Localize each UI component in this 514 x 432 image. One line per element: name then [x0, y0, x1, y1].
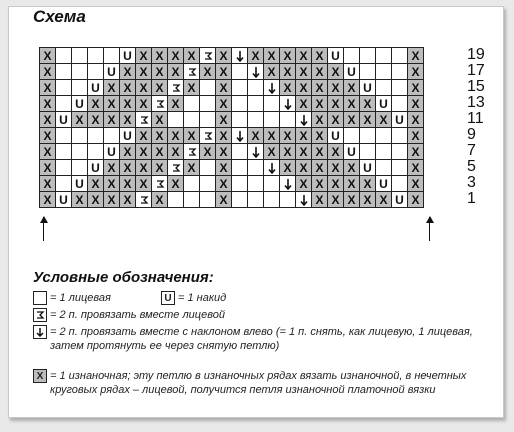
knit-cell	[360, 128, 376, 144]
knit-cell	[200, 96, 216, 112]
purl-cell: X	[408, 176, 424, 192]
purl-cell: X	[40, 160, 56, 176]
purl-cell: X	[104, 192, 120, 208]
purl-cell: X	[328, 176, 344, 192]
purl-cell: X	[216, 64, 232, 80]
yarn-over-symbol: U	[161, 291, 175, 305]
purl-cell: X	[264, 128, 280, 144]
knit-cell	[104, 128, 120, 144]
purl-cell: X	[168, 48, 184, 64]
k2tog-cell	[200, 48, 216, 64]
purl-cell: X	[152, 128, 168, 144]
knit-cell	[184, 192, 200, 208]
knit-cell	[392, 96, 408, 112]
yarn-over-cell: U	[328, 48, 344, 64]
knit-cell	[264, 112, 280, 128]
knit-cell	[200, 112, 216, 128]
purl-cell: X	[344, 112, 360, 128]
purl-cell: X	[136, 176, 152, 192]
yarn-over-cell: U	[72, 96, 88, 112]
yarn-over-cell: U	[376, 96, 392, 112]
purl-cell: X	[328, 112, 344, 128]
purl-cell: X	[168, 96, 184, 112]
purl-cell: X	[40, 48, 56, 64]
purl-cell: X	[312, 144, 328, 160]
knitting-chart-grid	[39, 47, 424, 208]
knit-cell	[56, 64, 72, 80]
purl-cell: X	[152, 112, 168, 128]
purl-cell: X	[168, 64, 184, 80]
knit-cell	[56, 48, 72, 64]
purl-cell: X	[312, 192, 328, 208]
purl-cell: X	[120, 112, 136, 128]
knit-cell	[392, 144, 408, 160]
purl-cell: X	[312, 48, 328, 64]
knit-cell	[184, 176, 200, 192]
purl-cell: X	[296, 80, 312, 96]
k2tog-left-cell	[296, 112, 312, 128]
purl-cell: X	[136, 96, 152, 112]
knit-cell	[56, 144, 72, 160]
purl-cell: X	[216, 128, 232, 144]
knit-cell	[184, 96, 200, 112]
purl-cell: X	[216, 80, 232, 96]
knit-cell	[264, 192, 280, 208]
row-number: 9	[467, 126, 476, 143]
purl-cell: X	[184, 48, 200, 64]
k2tog-cell	[152, 96, 168, 112]
purl-cell: X	[200, 64, 216, 80]
purl-cell: X	[280, 128, 296, 144]
knit-cell	[72, 80, 88, 96]
knit-cell	[72, 128, 88, 144]
purl-cell: X	[280, 160, 296, 176]
purl-cell: X	[168, 176, 184, 192]
k2tog-left-cell	[280, 176, 296, 192]
purl-cell: X	[104, 112, 120, 128]
yarn-over-cell: U	[328, 128, 344, 144]
row-number: 5	[467, 158, 476, 175]
legend-k2tog-left: = 2 п. провязать вместе с наклоном влево (= 1 п. снять, как лицевую, 1 лицевая, затем протянуть ее через снятую петлю)	[33, 325, 493, 353]
purl-cell: X	[136, 160, 152, 176]
knit-cell	[168, 192, 184, 208]
yarn-over-cell: U	[376, 176, 392, 192]
purl-cell: X	[296, 176, 312, 192]
yarn-over-cell: U	[120, 48, 136, 64]
purl-cell: X	[248, 48, 264, 64]
purl-cell: X	[168, 128, 184, 144]
k2tog-left-cell	[248, 144, 264, 160]
knit-cell	[72, 160, 88, 176]
yarn-over-cell: U	[360, 160, 376, 176]
purl-cell: X	[136, 64, 152, 80]
knit-cell	[232, 64, 248, 80]
row-number: 15	[467, 78, 485, 95]
purl-cell: X	[152, 144, 168, 160]
purl-cell: X	[376, 192, 392, 208]
knit-cell	[360, 144, 376, 160]
purl-cell: X	[40, 64, 56, 80]
knit-cell	[360, 64, 376, 80]
yarn-over-cell: U	[392, 192, 408, 208]
purl-cell: X	[344, 80, 360, 96]
purl-cell: X	[408, 64, 424, 80]
yarn-over-cell: U	[104, 64, 120, 80]
knit-cell	[376, 48, 392, 64]
k2tog-left-cell	[232, 48, 248, 64]
knit-cell	[200, 192, 216, 208]
purl-cell: X	[40, 144, 56, 160]
yarn-over-cell: U	[120, 128, 136, 144]
k2tog-left-cell	[296, 192, 312, 208]
knit-cell	[344, 48, 360, 64]
purl-cell: X	[328, 80, 344, 96]
knit-cell	[248, 80, 264, 96]
row-number: 7	[467, 142, 476, 159]
knit-cell	[232, 112, 248, 128]
purl-cell: X	[184, 80, 200, 96]
legend-k2tog: = 2 п. провязать вместе лицевой	[33, 308, 225, 322]
purl-cell: X	[408, 96, 424, 112]
purl-cell: X	[40, 80, 56, 96]
purl-cell: X	[328, 192, 344, 208]
k2tog-cell	[184, 64, 200, 80]
purl-cell: X	[216, 176, 232, 192]
knit-cell	[200, 160, 216, 176]
knit-cell	[392, 80, 408, 96]
purl-cell: X	[168, 144, 184, 160]
row-number: 11	[467, 110, 484, 127]
purl-cell: X	[120, 160, 136, 176]
knit-cell	[72, 64, 88, 80]
yarn-over-cell: U	[360, 80, 376, 96]
purl-cell: X	[136, 80, 152, 96]
knit-cell	[392, 160, 408, 176]
knit-cell	[264, 176, 280, 192]
purl-cell: X	[344, 192, 360, 208]
purl-cell: X	[360, 112, 376, 128]
purl-cell: X	[280, 80, 296, 96]
k2tog-left-cell	[248, 64, 264, 80]
knit-cell	[232, 160, 248, 176]
purl-cell: X	[408, 48, 424, 64]
purl-cell: X	[72, 112, 88, 128]
knit-cell	[248, 160, 264, 176]
yarn-over-cell: U	[104, 144, 120, 160]
purl-cell: X	[152, 48, 168, 64]
purl-cell: X	[344, 176, 360, 192]
knit-cell	[72, 144, 88, 160]
yarn-over-cell: U	[56, 192, 72, 208]
purl-cell: X	[344, 160, 360, 176]
knit-cell	[56, 128, 72, 144]
purl-cell: X	[328, 64, 344, 80]
k2tog-cell	[152, 176, 168, 192]
purl-cell: X	[408, 80, 424, 96]
purl-cell: X	[216, 160, 232, 176]
purl-cell: X	[152, 160, 168, 176]
purl-cell: X	[280, 64, 296, 80]
purl-cell: X	[312, 176, 328, 192]
purl-cell: X	[248, 128, 264, 144]
purl-cell: X	[312, 80, 328, 96]
purl-cell: X	[296, 144, 312, 160]
knit-cell	[56, 80, 72, 96]
legend-purl: X = 1 изнаночная; эту петлю в изнаночных рядах вязать изнаночной, в нечетных круговых рядах – лицевой, получится петля изнаночной платочной вязки	[33, 369, 493, 397]
yarn-over-cell: U	[344, 144, 360, 160]
purl-cell: X	[312, 112, 328, 128]
row-number: 13	[467, 94, 485, 111]
purl-cell: X	[120, 64, 136, 80]
purl-cell: X	[296, 96, 312, 112]
purl-cell: X	[200, 144, 216, 160]
legend-yarn-over: U = 1 накид	[161, 291, 226, 305]
knit-cell	[376, 64, 392, 80]
purl-cell: X	[408, 128, 424, 144]
knit-cell	[88, 128, 104, 144]
purl-cell: X	[104, 176, 120, 192]
knit-cell	[232, 144, 248, 160]
purl-cell: X	[104, 80, 120, 96]
purl-cell: X	[328, 144, 344, 160]
knit-cell	[88, 48, 104, 64]
purl-cell: X	[408, 160, 424, 176]
purl-cell: X	[136, 128, 152, 144]
knit-cell	[168, 112, 184, 128]
purl-cell: X	[360, 176, 376, 192]
pattern-start-marker	[43, 217, 44, 241]
knit-cell	[248, 112, 264, 128]
knit-cell	[392, 48, 408, 64]
purl-cell: X	[152, 80, 168, 96]
k2tog-cell	[136, 112, 152, 128]
purl-cell: X	[216, 192, 232, 208]
knit-cell	[280, 192, 296, 208]
purl-cell: X	[216, 112, 232, 128]
yarn-over-cell: U	[56, 112, 72, 128]
purl-cell: X	[264, 144, 280, 160]
k2tog-left-cell	[232, 128, 248, 144]
purl-cell: X	[408, 112, 424, 128]
purl-cell: X	[152, 192, 168, 208]
purl-cell: X	[360, 96, 376, 112]
legend-title: Условные обозначения:	[33, 269, 214, 286]
yarn-over-cell: U	[88, 80, 104, 96]
row-number: 19	[467, 46, 485, 63]
knit-cell	[56, 160, 72, 176]
k2tog-cell	[136, 192, 152, 208]
knit-cell	[104, 48, 120, 64]
down-arrow-icon	[33, 325, 47, 339]
purl-cell: X	[120, 80, 136, 96]
knit-cell	[376, 160, 392, 176]
knit-cell	[56, 176, 72, 192]
knit-cell	[280, 112, 296, 128]
knit-cell	[248, 192, 264, 208]
purl-cell: X	[120, 192, 136, 208]
purl-cell: X	[104, 160, 120, 176]
purl-cell: X	[264, 64, 280, 80]
knit-cell	[88, 144, 104, 160]
k2tog-cell	[168, 160, 184, 176]
knit-cell	[392, 64, 408, 80]
knit-cell	[360, 48, 376, 64]
knit-cell	[232, 96, 248, 112]
purl-cell: X	[312, 96, 328, 112]
row-number: 3	[467, 174, 476, 191]
purl-cell: X	[312, 128, 328, 144]
purl-cell: X	[40, 176, 56, 192]
knit-cell	[376, 144, 392, 160]
k2tog-left-cell	[280, 96, 296, 112]
purl-cell: X	[344, 96, 360, 112]
knit-cell	[88, 64, 104, 80]
purl-cell: X	[136, 48, 152, 64]
knit-cell	[392, 128, 408, 144]
knit-cell	[232, 80, 248, 96]
knit-cell	[376, 128, 392, 144]
k2tog-left-cell	[264, 160, 280, 176]
purl-cell: X	[216, 48, 232, 64]
purl-cell: X	[296, 128, 312, 144]
purl-cell: X	[328, 96, 344, 112]
k2tog-icon	[33, 308, 47, 322]
purl-cell: X	[376, 112, 392, 128]
purl-cell: X	[152, 64, 168, 80]
purl-cell: X	[88, 96, 104, 112]
purl-cell: X	[296, 160, 312, 176]
knit-symbol	[33, 291, 47, 305]
row-number: 1	[467, 190, 476, 207]
purl-cell: X	[184, 128, 200, 144]
purl-cell: X	[120, 176, 136, 192]
purl-cell: X	[88, 192, 104, 208]
purl-cell: X	[216, 144, 232, 160]
purl-cell: X	[40, 128, 56, 144]
purl-cell: X	[312, 160, 328, 176]
knit-cell	[264, 96, 280, 112]
knit-cell	[72, 48, 88, 64]
purl-cell: X	[120, 96, 136, 112]
knit-cell	[232, 192, 248, 208]
row-number: 17	[467, 62, 485, 79]
knit-cell	[184, 112, 200, 128]
purl-cell: X	[88, 176, 104, 192]
purl-cell: X	[88, 112, 104, 128]
purl-cell: X	[280, 48, 296, 64]
purl-cell: X	[408, 192, 424, 208]
purl-cell: X	[72, 192, 88, 208]
yarn-over-cell: U	[344, 64, 360, 80]
knit-cell	[248, 176, 264, 192]
purl-cell: X	[408, 144, 424, 160]
chart-title: Схема	[33, 7, 86, 26]
knit-cell	[248, 96, 264, 112]
purl-cell: X	[40, 112, 56, 128]
legend-knit: = 1 лицевая	[33, 291, 111, 305]
purl-cell: X	[296, 64, 312, 80]
purl-cell: X	[264, 48, 280, 64]
k2tog-cell	[184, 144, 200, 160]
k2tog-cell	[168, 80, 184, 96]
yarn-over-cell: U	[72, 176, 88, 192]
knit-cell	[344, 128, 360, 144]
purl-cell: X	[40, 192, 56, 208]
purl-cell: X	[360, 192, 376, 208]
chart-card	[8, 6, 504, 418]
knit-cell	[200, 176, 216, 192]
knit-cell	[232, 176, 248, 192]
purl-cell: X	[184, 160, 200, 176]
purl-cell: X	[328, 160, 344, 176]
purl-cell: X	[216, 96, 232, 112]
pattern-end-marker	[429, 217, 430, 241]
yarn-over-cell: U	[88, 160, 104, 176]
yarn-over-cell: U	[392, 112, 408, 128]
purl-cell: X	[120, 144, 136, 160]
knit-cell	[376, 80, 392, 96]
purl-cell: X	[40, 96, 56, 112]
knit-cell	[200, 80, 216, 96]
purl-cell: X	[280, 144, 296, 160]
purl-symbol: X	[33, 369, 47, 383]
purl-cell: X	[136, 144, 152, 160]
k2tog-cell	[200, 128, 216, 144]
knit-cell	[56, 96, 72, 112]
purl-cell: X	[312, 64, 328, 80]
k2tog-left-cell	[264, 80, 280, 96]
purl-cell: X	[104, 96, 120, 112]
purl-cell: X	[296, 48, 312, 64]
knit-cell	[392, 176, 408, 192]
